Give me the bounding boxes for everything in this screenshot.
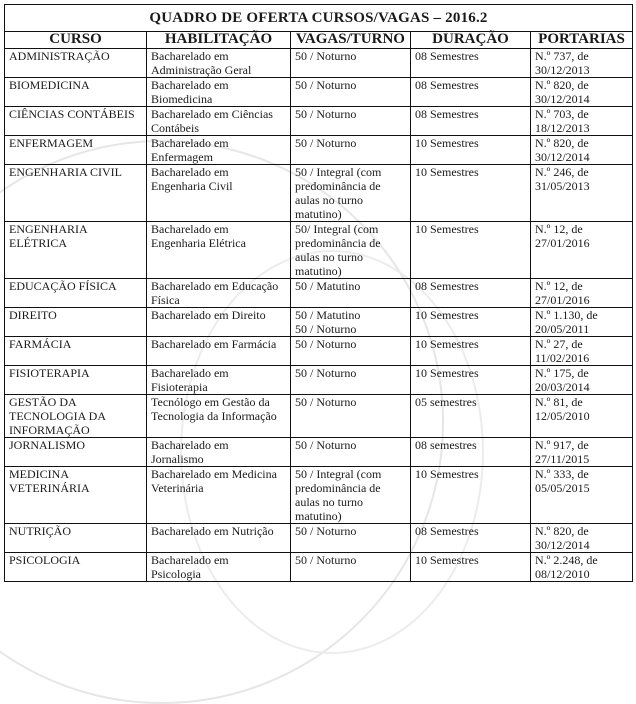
cell-curso-line: BIOMEDICINA: [9, 78, 90, 92]
table-row: [5, 553, 633, 582]
cell-portaria: [531, 524, 633, 553]
cell-vagas-turno-line: 50 / Integral (com: [295, 467, 382, 481]
cell-curso-line: TECNOLOGIA DA: [9, 409, 106, 423]
cell-habilitacao-line: Contábeis: [151, 121, 199, 135]
column-header-duracao: DURAÇÃO: [411, 32, 531, 49]
cell-duracao: 05 semestres: [411, 395, 531, 438]
table-row: [5, 78, 633, 107]
cell-portaria-line: 27/01/2016: [535, 236, 590, 250]
cell-portaria-line: N.º 820, de: [535, 136, 589, 150]
cell-portaria-line: N.º 175, de: [535, 366, 589, 380]
cell-habilitacao: [147, 222, 291, 279]
cell-habilitacao: [147, 136, 291, 165]
cell-portaria-line: 30/12/2014: [535, 92, 590, 106]
cell-habilitacao: [147, 279, 291, 308]
table-row: [5, 395, 633, 438]
cell-vagas-turno: [291, 78, 411, 107]
course-offer-table: [4, 4, 633, 582]
cell-duracao: 10 Semestres: [411, 165, 531, 222]
cell-vagas-turno-line: 50 / Noturno: [295, 136, 357, 150]
column-header-vagas-turno: VAGAS/TURNO: [291, 32, 411, 49]
cell-portaria-line: 20/03/2014: [535, 380, 590, 394]
cell-habilitacao-line: Engenharia Elétrica: [151, 236, 246, 250]
cell-habilitacao-line: Bacharelado em Farmácia: [151, 337, 277, 351]
cell-vagas-turno: [291, 366, 411, 395]
cell-curso-line: MEDICINA: [9, 467, 69, 481]
cell-duracao: 10 Semestres: [411, 467, 531, 524]
cell-curso: [5, 395, 147, 438]
cell-vagas-turno: [291, 279, 411, 308]
cell-portaria-line: N.º 12, de: [535, 279, 583, 293]
cell-habilitacao: [147, 524, 291, 553]
cell-vagas-turno-line: matutino): [295, 207, 342, 221]
cell-habilitacao: [147, 395, 291, 438]
cell-portaria: [531, 337, 633, 366]
cell-habilitacao-line: Veterinária: [151, 481, 204, 495]
cell-vagas-turno-line: 50 / Noturno: [295, 553, 357, 567]
cell-vagas-turno-line: aulas no turno: [295, 250, 363, 264]
cell-curso: [5, 78, 147, 107]
cell-habilitacao: [147, 78, 291, 107]
cell-habilitacao-line: Bacharelado em: [151, 553, 229, 567]
cell-vagas-turno: [291, 395, 411, 438]
cell-portaria-line: N.º 1.130, de: [535, 308, 598, 322]
cell-duracao: 08 semestres: [411, 438, 531, 467]
cell-curso-line: DIREITO: [9, 308, 57, 322]
cell-vagas-turno-line: matutino): [295, 264, 342, 278]
cell-vagas-turno-line: 50 / Noturno: [295, 438, 357, 452]
table-row: [5, 524, 633, 553]
table-row: [5, 107, 633, 136]
cell-curso-line: FARMÁCIA: [9, 337, 72, 351]
cell-curso-line: ENGENHARIA: [9, 222, 88, 236]
cell-portaria-line: 27/11/2015: [535, 452, 590, 466]
table-title: QUADRO DE OFERTA CURSOS/VAGAS – 2016.2: [5, 5, 633, 32]
cell-portaria: [531, 308, 633, 337]
cell-vagas-turno: [291, 222, 411, 279]
cell-portaria-line: N.º 2.248, de: [535, 553, 598, 567]
cell-curso-line: ENGENHARIA CIVIL: [9, 165, 122, 179]
cell-vagas-turno-line: predominância de: [295, 481, 381, 495]
cell-curso: [5, 438, 147, 467]
cell-curso-line: CIÊNCIAS CONTÁBEIS: [9, 107, 135, 121]
cell-vagas-turno-line: aulas no turno: [295, 495, 363, 509]
cell-habilitacao: [147, 107, 291, 136]
cell-portaria-line: 12/05/2010: [535, 409, 590, 423]
cell-portaria-line: 11/02/2016: [535, 351, 590, 365]
cell-curso-line: INFORMAÇÃO: [9, 423, 90, 437]
table-body: [5, 49, 633, 582]
cell-vagas-turno-line: predominância de: [295, 236, 381, 250]
cell-vagas-turno-line: matutino): [295, 509, 342, 523]
table-row: [5, 222, 633, 279]
cell-duracao: 08 Semestres: [411, 524, 531, 553]
cell-curso-line: GESTÃO DA: [9, 395, 77, 409]
cell-portaria-line: 05/05/2015: [535, 481, 590, 495]
cell-curso: [5, 308, 147, 337]
cell-portaria-line: N.º 27, de: [535, 337, 583, 351]
cell-habilitacao-line: Jornalismo: [151, 452, 204, 466]
cell-habilitacao: [147, 438, 291, 467]
cell-portaria-line: N.º 333, de: [535, 467, 589, 481]
cell-curso: [5, 107, 147, 136]
table-row: [5, 165, 633, 222]
cell-curso-line: PSICOLOGIA: [9, 553, 81, 567]
cell-habilitacao: [147, 308, 291, 337]
cell-curso-line: JORNALISMO: [9, 438, 86, 452]
cell-vagas-turno: [291, 524, 411, 553]
cell-portaria: [531, 222, 633, 279]
cell-curso: [5, 165, 147, 222]
cell-habilitacao-line: Bacharelado em: [151, 49, 229, 63]
cell-curso: [5, 222, 147, 279]
cell-duracao: 10 Semestres: [411, 553, 531, 582]
cell-portaria-line: 30/12/2014: [535, 538, 590, 552]
cell-portaria-line: 20/05/2011: [535, 322, 590, 336]
cell-curso: [5, 467, 147, 524]
cell-portaria-line: N.º 917, de: [535, 438, 589, 452]
cell-portaria-line: N.º 703, de: [535, 107, 589, 121]
cell-curso-line: FISIOTERAPIA: [9, 366, 90, 380]
cell-vagas-turno: [291, 136, 411, 165]
cell-portaria: [531, 553, 633, 582]
cell-habilitacao-line: Bacharelado em Educação: [151, 279, 279, 293]
cell-habilitacao: [147, 337, 291, 366]
cell-curso-line: ELÉTRICA: [9, 236, 67, 250]
cell-duracao: 08 Semestres: [411, 279, 531, 308]
cell-vagas-turno-line: aulas no turno: [295, 193, 363, 207]
cell-habilitacao-line: Tecnólogo em Gestão da: [151, 395, 270, 409]
cell-vagas-turno-line: predominância de: [295, 179, 381, 193]
cell-vagas-turno-line: 50 / Noturno: [295, 395, 357, 409]
cell-curso: [5, 49, 147, 78]
cell-portaria: [531, 136, 633, 165]
cell-duracao: 10 Semestres: [411, 337, 531, 366]
cell-habilitacao: [147, 366, 291, 395]
cell-portaria-line: 30/12/2013: [535, 63, 590, 77]
cell-duracao: 08 Semestres: [411, 49, 531, 78]
cell-habilitacao-line: Bacharelado em Direito: [151, 308, 266, 322]
cell-portaria: [531, 78, 633, 107]
table-row: [5, 49, 633, 78]
cell-habilitacao-line: Tecnologia da Informação: [151, 409, 277, 423]
table-row: [5, 279, 633, 308]
cell-portaria: [531, 279, 633, 308]
cell-vagas-turno: [291, 438, 411, 467]
cell-portaria-line: 08/12/2010: [535, 567, 590, 581]
cell-curso: [5, 553, 147, 582]
cell-duracao: 10 Semestres: [411, 366, 531, 395]
cell-vagas-turno-line: 50 / Noturno: [295, 366, 357, 380]
cell-vagas-turno-line: 50 / Noturno: [295, 322, 357, 336]
table-row: [5, 136, 633, 165]
table-row: [5, 438, 633, 467]
cell-vagas-turno-line: 50 / Noturno: [295, 78, 357, 92]
cell-habilitacao-line: Bacharelado em: [151, 438, 229, 452]
cell-habilitacao-line: Bacharelado em: [151, 222, 229, 236]
cell-duracao: 10 Semestres: [411, 136, 531, 165]
cell-vagas-turno-line: 50/ Integral (com: [295, 222, 379, 236]
cell-duracao: 10 Semestres: [411, 222, 531, 279]
cell-portaria-line: N.º 81, de: [535, 395, 583, 409]
cell-habilitacao-line: Bacharelado em: [151, 78, 229, 92]
cell-habilitacao: [147, 165, 291, 222]
cell-vagas-turno: [291, 553, 411, 582]
cell-habilitacao-line: Bacharelado em Ciências: [151, 107, 273, 121]
cell-vagas-turno: [291, 165, 411, 222]
cell-portaria-line: 18/12/2013: [535, 121, 590, 135]
cell-vagas-turno-line: 50 / Integral (com: [295, 165, 382, 179]
cell-portaria-line: 27/01/2016: [535, 293, 590, 307]
table-row: [5, 467, 633, 524]
cell-vagas-turno-line: 50 / Noturno: [295, 107, 357, 121]
cell-curso: [5, 279, 147, 308]
cell-vagas-turno-line: 50 / Noturno: [295, 337, 357, 351]
cell-habilitacao-line: Psicologia: [151, 567, 201, 581]
cell-habilitacao-line: Administração Geral: [151, 63, 252, 77]
cell-vagas-turno: [291, 467, 411, 524]
table-row: [5, 337, 633, 366]
column-header-portarias: PORTARIAS: [531, 32, 633, 49]
cell-vagas-turno-line: 50 / Matutino: [295, 308, 361, 322]
cell-curso-line: NUTRIÇÃO: [9, 524, 71, 538]
cell-portaria-line: N.º 246, de: [535, 165, 589, 179]
cell-vagas-turno: [291, 337, 411, 366]
cell-vagas-turno: [291, 107, 411, 136]
cell-portaria: [531, 395, 633, 438]
cell-vagas-turno: [291, 49, 411, 78]
cell-duracao: 08 Semestres: [411, 107, 531, 136]
cell-habilitacao-line: Bacharelado em: [151, 136, 229, 150]
cell-curso-line: ENFERMAGEM: [9, 136, 94, 150]
cell-habilitacao-line: Engenharia Civil: [151, 179, 233, 193]
cell-curso: [5, 337, 147, 366]
table-row: [5, 308, 633, 337]
cell-curso-line: EDUCAÇÃO FÍSICA: [9, 279, 117, 293]
cell-habilitacao: [147, 49, 291, 78]
cell-portaria-line: N.º 820, de: [535, 78, 589, 92]
table-row: [5, 366, 633, 395]
cell-vagas-turno-line: 50 / Noturno: [295, 49, 357, 63]
cell-habilitacao-line: Física: [151, 293, 180, 307]
cell-curso: [5, 136, 147, 165]
cell-duracao: 08 Semestres: [411, 78, 531, 107]
cell-curso: [5, 366, 147, 395]
cell-curso-line: ADMINISTRAÇÃO: [9, 49, 110, 63]
cell-habilitacao-line: Biomedicina: [151, 92, 213, 106]
cell-portaria-line: 31/05/2013: [535, 179, 590, 193]
cell-portaria: [531, 366, 633, 395]
cell-portaria-line: 30/12/2014: [535, 150, 590, 164]
cell-habilitacao-line: Bacharelado em: [151, 165, 229, 179]
cell-portaria: [531, 49, 633, 78]
cell-habilitacao-line: Bacharelado em Nutrição: [151, 524, 274, 538]
cell-habilitacao-line: Bacharelado em: [151, 366, 229, 380]
cell-habilitacao-line: Enfermagem: [151, 150, 213, 164]
cell-habilitacao-line: Bacharelado em Medicina: [151, 467, 277, 481]
cell-portaria: [531, 467, 633, 524]
cell-habilitacao-line: Fisioterapia: [151, 380, 208, 394]
cell-portaria-line: N.º 820, de: [535, 524, 589, 538]
cell-curso: [5, 524, 147, 553]
cell-vagas-turno-line: 50 / Noturno: [295, 524, 357, 538]
cell-vagas-turno-line: 50 / Matutino: [295, 279, 361, 293]
cell-portaria-line: N.º 737, de: [535, 49, 589, 63]
cell-habilitacao: [147, 467, 291, 524]
cell-portaria: [531, 438, 633, 467]
cell-habilitacao: [147, 553, 291, 582]
cell-portaria-line: N.º 12, de: [535, 222, 583, 236]
column-header-curso: CURSO: [5, 32, 147, 49]
cell-vagas-turno: [291, 308, 411, 337]
cell-portaria: [531, 107, 633, 136]
cell-portaria: [531, 165, 633, 222]
cell-curso-line: VETERINÁRIA: [9, 481, 90, 495]
cell-duracao: 10 Semestres: [411, 308, 531, 337]
column-header-habilitacao: HABILITAÇÃO: [147, 32, 291, 49]
